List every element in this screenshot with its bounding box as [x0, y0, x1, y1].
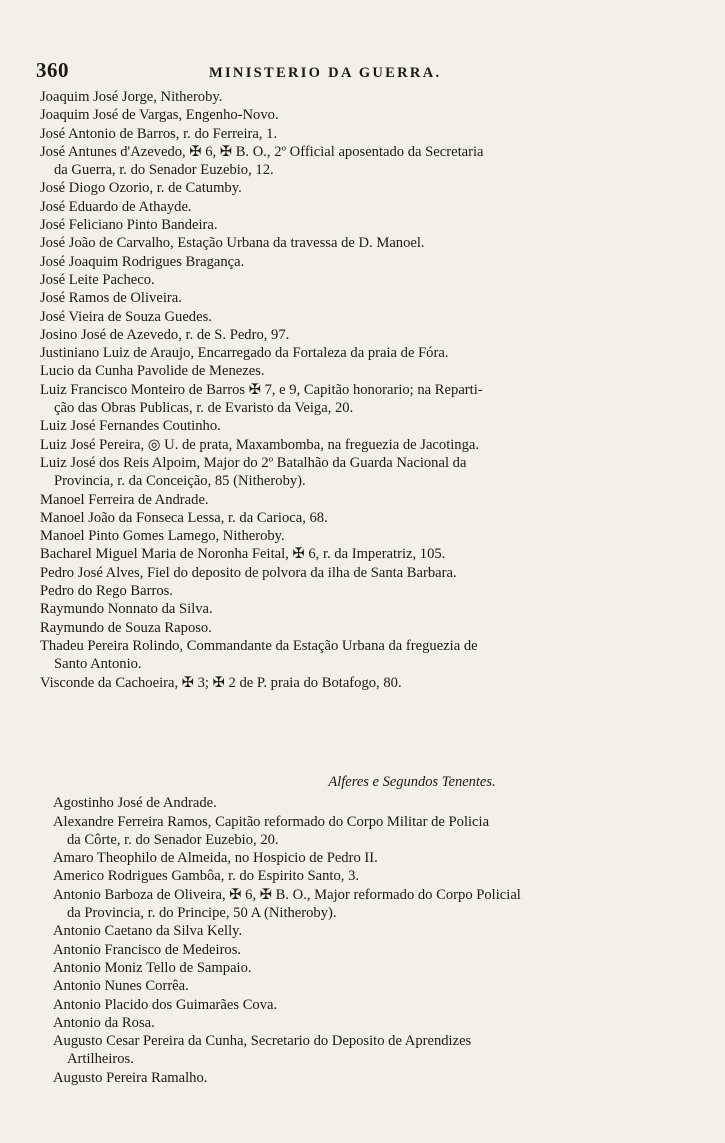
- entry: [40, 564, 680, 582]
- entry: [53, 1069, 693, 1087]
- entry-text: Manoel Ferreira de Andrade.: [40, 491, 209, 508]
- entry: [40, 308, 680, 326]
- page-header: [36, 58, 506, 83]
- entry-text: Thadeu Pereira Rolindo, Commandante da Estação Urbana da freguezia de: [40, 637, 478, 654]
- entry-text: Manoel Pinto Gomes Lamego, Nitheroby.: [40, 528, 285, 545]
- entry: [40, 179, 680, 197]
- entry: [40, 674, 680, 692]
- entry-text: José Diogo Ozorio, r. de Catumby.: [40, 180, 242, 197]
- entry: [53, 1014, 693, 1032]
- entry-text: Bacharel Miguel Maria de Noronha Feital, ✠ 6, r. da Imperatriz, 105.: [40, 546, 446, 563]
- entry: [40, 545, 680, 563]
- entry: [53, 996, 693, 1014]
- entry: [53, 867, 693, 885]
- entry-text: Antonio Nunes Corrêa.: [53, 978, 189, 995]
- entry: [53, 959, 693, 977]
- entry-text: Antonio da Rosa.: [53, 1014, 155, 1031]
- entry-text: José João de Carvalho, Estação Urbana da travessa de D. Manoel.: [40, 235, 425, 252]
- entry: [53, 813, 693, 850]
- entry-continuation: Artilheiros.: [67, 1051, 134, 1068]
- entry-text: José Feliciano Pinto Bandeira.: [40, 217, 218, 234]
- entry-text: Pedro José Alves, Fiel do deposito de polvora da ilha de Santa Barbara.: [40, 564, 457, 581]
- entry-text: Visconde da Cachoeira, ✠ 3; ✠ 2 de P. praia do Botafogo, 80.: [40, 674, 402, 691]
- entry: [40, 198, 680, 216]
- entry-continuation: da Provincia, r. do Principe, 50 A (Nitheroby).: [67, 905, 337, 922]
- entry-list-top: [40, 88, 680, 692]
- page-number: 360: [36, 58, 69, 82]
- entry-text: Manoel João da Fonseca Lessa, r. da Carioca, 68.: [40, 509, 328, 526]
- entry: [40, 234, 680, 252]
- entry: [40, 436, 680, 454]
- entry-text: José Ramos de Oliveira.: [40, 290, 182, 307]
- entry: [53, 1032, 693, 1069]
- entry-list-bottom: [53, 769, 693, 1087]
- entry: [40, 271, 680, 289]
- entry: [53, 886, 693, 923]
- entry-text: Americo Rodrigues Gambôa, r. do Espirito Santo, 3.: [53, 868, 360, 885]
- entry-text: Antonio Francisco de Medeiros.: [53, 941, 242, 958]
- entry-continuation: Santo Antonio.: [54, 656, 142, 673]
- entry: [40, 143, 680, 180]
- entry: [40, 527, 680, 545]
- entry-text: José Eduardo de Athayde.: [40, 198, 192, 215]
- entry-text: Alexandre Ferreira Ramos, Capitão reformado do Corpo Militar de Policia: [53, 813, 490, 830]
- entry-text: José Leite Pacheco.: [40, 271, 155, 288]
- entry: [40, 253, 680, 271]
- section-heading: Alferes e Segundos Tenentes.: [328, 774, 496, 790]
- entry-text: Joaquim José de Vargas, Engenho-Novo.: [40, 107, 279, 124]
- entry: [53, 922, 693, 940]
- entry-text: José Joaquim Rodrigues Bragança.: [40, 253, 245, 270]
- entry-text: Luiz Francisco Monteiro de Barros ✠ 7, e 9, Capitão honorario; na Reparti-: [40, 381, 483, 398]
- entry-text: Raymundo Nonnato da Silva.: [40, 601, 213, 618]
- entry: [53, 941, 693, 959]
- entry: [40, 125, 680, 143]
- entry-text: Agostinho José de Andrade.: [53, 795, 217, 812]
- entry: [40, 106, 680, 124]
- entry-text: Amaro Theophilo de Almeida, no Hospicio de Pedro II.: [53, 850, 378, 867]
- entry: [40, 344, 680, 362]
- entry: [40, 216, 680, 234]
- entry-text: Luiz José Fernandes Coutinho.: [40, 418, 221, 435]
- entry-text: Augusto Cesar Pereira da Cunha, Secretario do Deposito de Aprendizes: [53, 1033, 472, 1050]
- entry-continuation: Provincia, r. da Conceição, 85 (Nitheroby).: [54, 473, 306, 490]
- entry: [40, 88, 680, 106]
- entry-text: Luiz José dos Reis Alpoim, Major do 2º Batalhão da Guarda Nacional da: [40, 454, 467, 471]
- entry-text: Raymundo de Souza Raposo.: [40, 619, 212, 636]
- entry-text: Antonio Placido dos Guimarães Cova.: [53, 996, 278, 1013]
- entry: [40, 326, 680, 344]
- entry-text: Luiz José Pereira, ◎ U. de prata, Maxambomba, na freguezia de Jacotinga.: [40, 436, 480, 453]
- entry: [40, 509, 680, 527]
- entry: [40, 417, 680, 435]
- entry-text: Antonio Caetano da Silva Kelly.: [53, 923, 243, 940]
- entry: [40, 454, 680, 491]
- entry-text: José Antonio de Barros, r. do Ferreira, 1.: [40, 125, 278, 142]
- entry-text: Augusto Pereira Ramalho.: [53, 1069, 208, 1086]
- entry-text: Antonio Barboza de Oliveira, ✠ 6, ✠ B. O., Major reformado do Corpo Policial: [53, 886, 521, 903]
- entry: [53, 849, 693, 867]
- entry-text: Lucio da Cunha Pavolide de Menezes.: [40, 363, 265, 380]
- entry-text: Antonio Moniz Tello de Sampaio.: [53, 959, 252, 976]
- entry: [40, 637, 680, 674]
- entry-continuation: da Côrte, r. do Senador Euzebio, 20.: [67, 831, 279, 848]
- entry-text: José Vieira de Souza Guedes.: [40, 308, 212, 325]
- entry-text: Pedro do Rego Barros.: [40, 583, 173, 600]
- entry: [40, 381, 680, 418]
- entry-text: Justiniano Luiz de Araujo, Encarregado da Fortaleza da praia de Fóra.: [40, 345, 449, 362]
- entry: [40, 362, 680, 380]
- entry: [40, 582, 680, 600]
- entry: [40, 600, 680, 618]
- entry: [53, 794, 693, 812]
- entry-continuation: da Guerra, r. do Senador Euzebio, 12.: [54, 162, 274, 179]
- entry: [53, 977, 693, 995]
- entry-text: José Antunes d'Azevedo, ✠ 6, ✠ B. O., 2º Official aposentado da Secretaria: [40, 143, 484, 160]
- entry: [40, 289, 680, 307]
- entry-text: Joaquim José Jorge, Nitheroby.: [40, 89, 223, 105]
- entry-continuation: ção das Obras Publicas, r. de Evaristo da Veiga, 20.: [54, 400, 354, 417]
- running-title: MINISTERIO DA GUERRA.: [209, 65, 442, 81]
- entry-text: Josino José de Azevedo, r. de S. Pedro, 97.: [40, 326, 290, 343]
- entry: [40, 491, 680, 509]
- entry: [40, 619, 680, 637]
